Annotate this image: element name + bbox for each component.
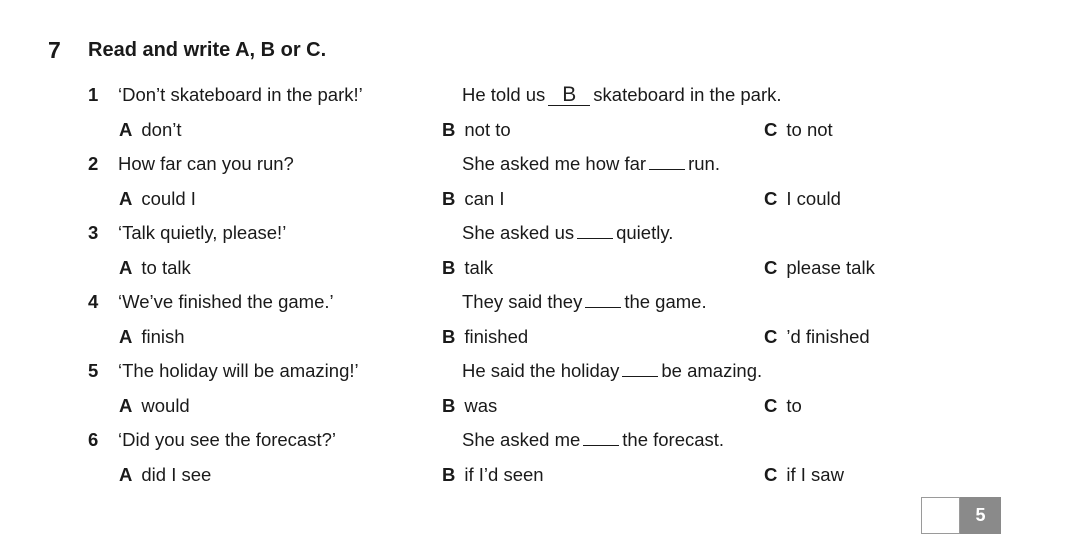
sentence-before: She asked us <box>462 222 575 243</box>
question-prompt: ‘The holiday will be amazing!’ <box>118 360 359 381</box>
option-text: would <box>141 394 190 416</box>
option-letter: A <box>119 256 133 278</box>
option-letter: C <box>764 118 778 140</box>
option-text: finish <box>141 325 185 347</box>
question-row <box>0 425 1065 460</box>
option-letter: C <box>764 463 778 485</box>
answer-sentence <box>462 83 782 107</box>
option-b[interactable] <box>442 187 504 211</box>
option-a[interactable] <box>119 463 211 487</box>
answer-blank[interactable] <box>585 290 621 308</box>
exercise-number: 7 <box>48 37 61 63</box>
option-letter: A <box>119 118 133 140</box>
question-number: 6 <box>88 429 99 450</box>
sentence-after: the forecast. <box>622 429 725 450</box>
option-letter: B <box>442 118 456 140</box>
option-letter: B <box>442 256 456 278</box>
option-letter: B <box>442 325 456 347</box>
option-letter: A <box>119 187 133 209</box>
answer-sentence <box>462 152 720 176</box>
option-c[interactable] <box>764 187 841 211</box>
question-number: 4 <box>88 291 99 312</box>
option-a[interactable] <box>119 187 196 211</box>
answer-blank[interactable]: B <box>548 87 590 106</box>
answer-sentence <box>462 221 673 245</box>
score-box <box>921 497 1001 534</box>
option-letter: A <box>119 463 133 485</box>
options-row <box>0 460 1065 495</box>
options-row <box>0 115 1065 150</box>
option-letter: B <box>442 463 456 485</box>
option-b[interactable] <box>442 256 493 280</box>
score-input-box[interactable] <box>921 497 960 534</box>
answer-sentence <box>462 359 762 383</box>
option-letter: C <box>764 256 778 278</box>
answer-blank[interactable] <box>649 152 685 170</box>
option-letter: A <box>119 394 133 416</box>
option-text: please talk <box>786 256 875 278</box>
option-c[interactable] <box>764 118 833 142</box>
option-text: talk <box>464 256 494 278</box>
option-letter: A <box>119 325 133 347</box>
option-text: to talk <box>141 256 191 278</box>
sentence-after: quietly. <box>616 222 674 243</box>
option-letter: B <box>442 394 456 416</box>
answer-blank[interactable] <box>577 221 613 239</box>
option-text: can I <box>464 187 505 209</box>
option-c[interactable] <box>764 325 870 349</box>
option-text: not to <box>464 118 511 140</box>
question-row <box>0 287 1065 322</box>
option-a[interactable] <box>119 256 191 280</box>
question-prompt: ‘Did you see the forecast?’ <box>118 429 337 450</box>
question-prompt: ‘We’ve finished the game.’ <box>118 291 334 312</box>
sentence-before: He said the holiday <box>462 360 620 381</box>
options-row <box>0 391 1065 426</box>
sentence-after: the game. <box>624 291 707 312</box>
question-number: 3 <box>88 222 99 243</box>
answer-sentence <box>462 428 724 452</box>
option-letter: C <box>764 394 778 416</box>
sentence-after: be amazing. <box>661 360 763 381</box>
answer-sentence <box>462 290 707 314</box>
option-text: to not <box>786 118 833 140</box>
option-a[interactable] <box>119 118 182 142</box>
option-c[interactable] <box>764 463 844 487</box>
question-number: 1 <box>88 84 99 105</box>
answer-blank[interactable] <box>583 428 619 446</box>
sentence-after: run. <box>688 153 720 174</box>
option-text: to <box>786 394 802 416</box>
option-text: finished <box>464 325 529 347</box>
question-prompt: How far can you run? <box>118 153 294 174</box>
option-b[interactable] <box>442 394 497 418</box>
question-prompt: ‘Talk quietly, please!’ <box>118 222 287 243</box>
question-row <box>0 80 1065 115</box>
option-text: don’t <box>141 118 182 140</box>
option-c[interactable] <box>764 256 875 280</box>
options-row <box>0 184 1065 219</box>
score-total: 5 <box>960 497 1001 534</box>
option-a[interactable] <box>119 325 185 349</box>
sentence-after: skateboard in the park. <box>593 84 782 105</box>
option-b[interactable] <box>442 118 511 142</box>
exercise-title: Read and write A, B or C. <box>88 39 327 61</box>
question-prompt: ‘Don’t skateboard in the park!’ <box>118 84 363 105</box>
sentence-before: He told us <box>462 84 546 105</box>
question-list <box>0 80 1065 494</box>
option-a[interactable] <box>119 394 190 418</box>
question-number: 2 <box>88 153 99 174</box>
option-text: did I see <box>141 463 212 485</box>
question-number: 5 <box>88 360 99 381</box>
option-text: was <box>464 394 498 416</box>
question-row <box>0 149 1065 184</box>
option-c[interactable] <box>764 394 802 418</box>
answer-blank[interactable] <box>622 359 658 377</box>
option-letter: C <box>764 187 778 209</box>
sentence-before: She asked me how far <box>462 153 647 174</box>
option-text: could I <box>141 187 196 209</box>
option-text: I could <box>786 187 841 209</box>
option-b[interactable] <box>442 463 544 487</box>
option-b[interactable] <box>442 325 528 349</box>
option-letter: B <box>442 187 456 209</box>
options-row <box>0 253 1065 288</box>
question-row <box>0 356 1065 391</box>
sentence-before: They said they <box>462 291 583 312</box>
question-row <box>0 218 1065 253</box>
options-row <box>0 322 1065 357</box>
sentence-before: She asked me <box>462 429 581 450</box>
option-text: if I saw <box>786 463 844 485</box>
option-letter: C <box>764 325 778 347</box>
option-text: if I’d seen <box>464 463 544 485</box>
option-text: ’d finished <box>786 325 870 347</box>
